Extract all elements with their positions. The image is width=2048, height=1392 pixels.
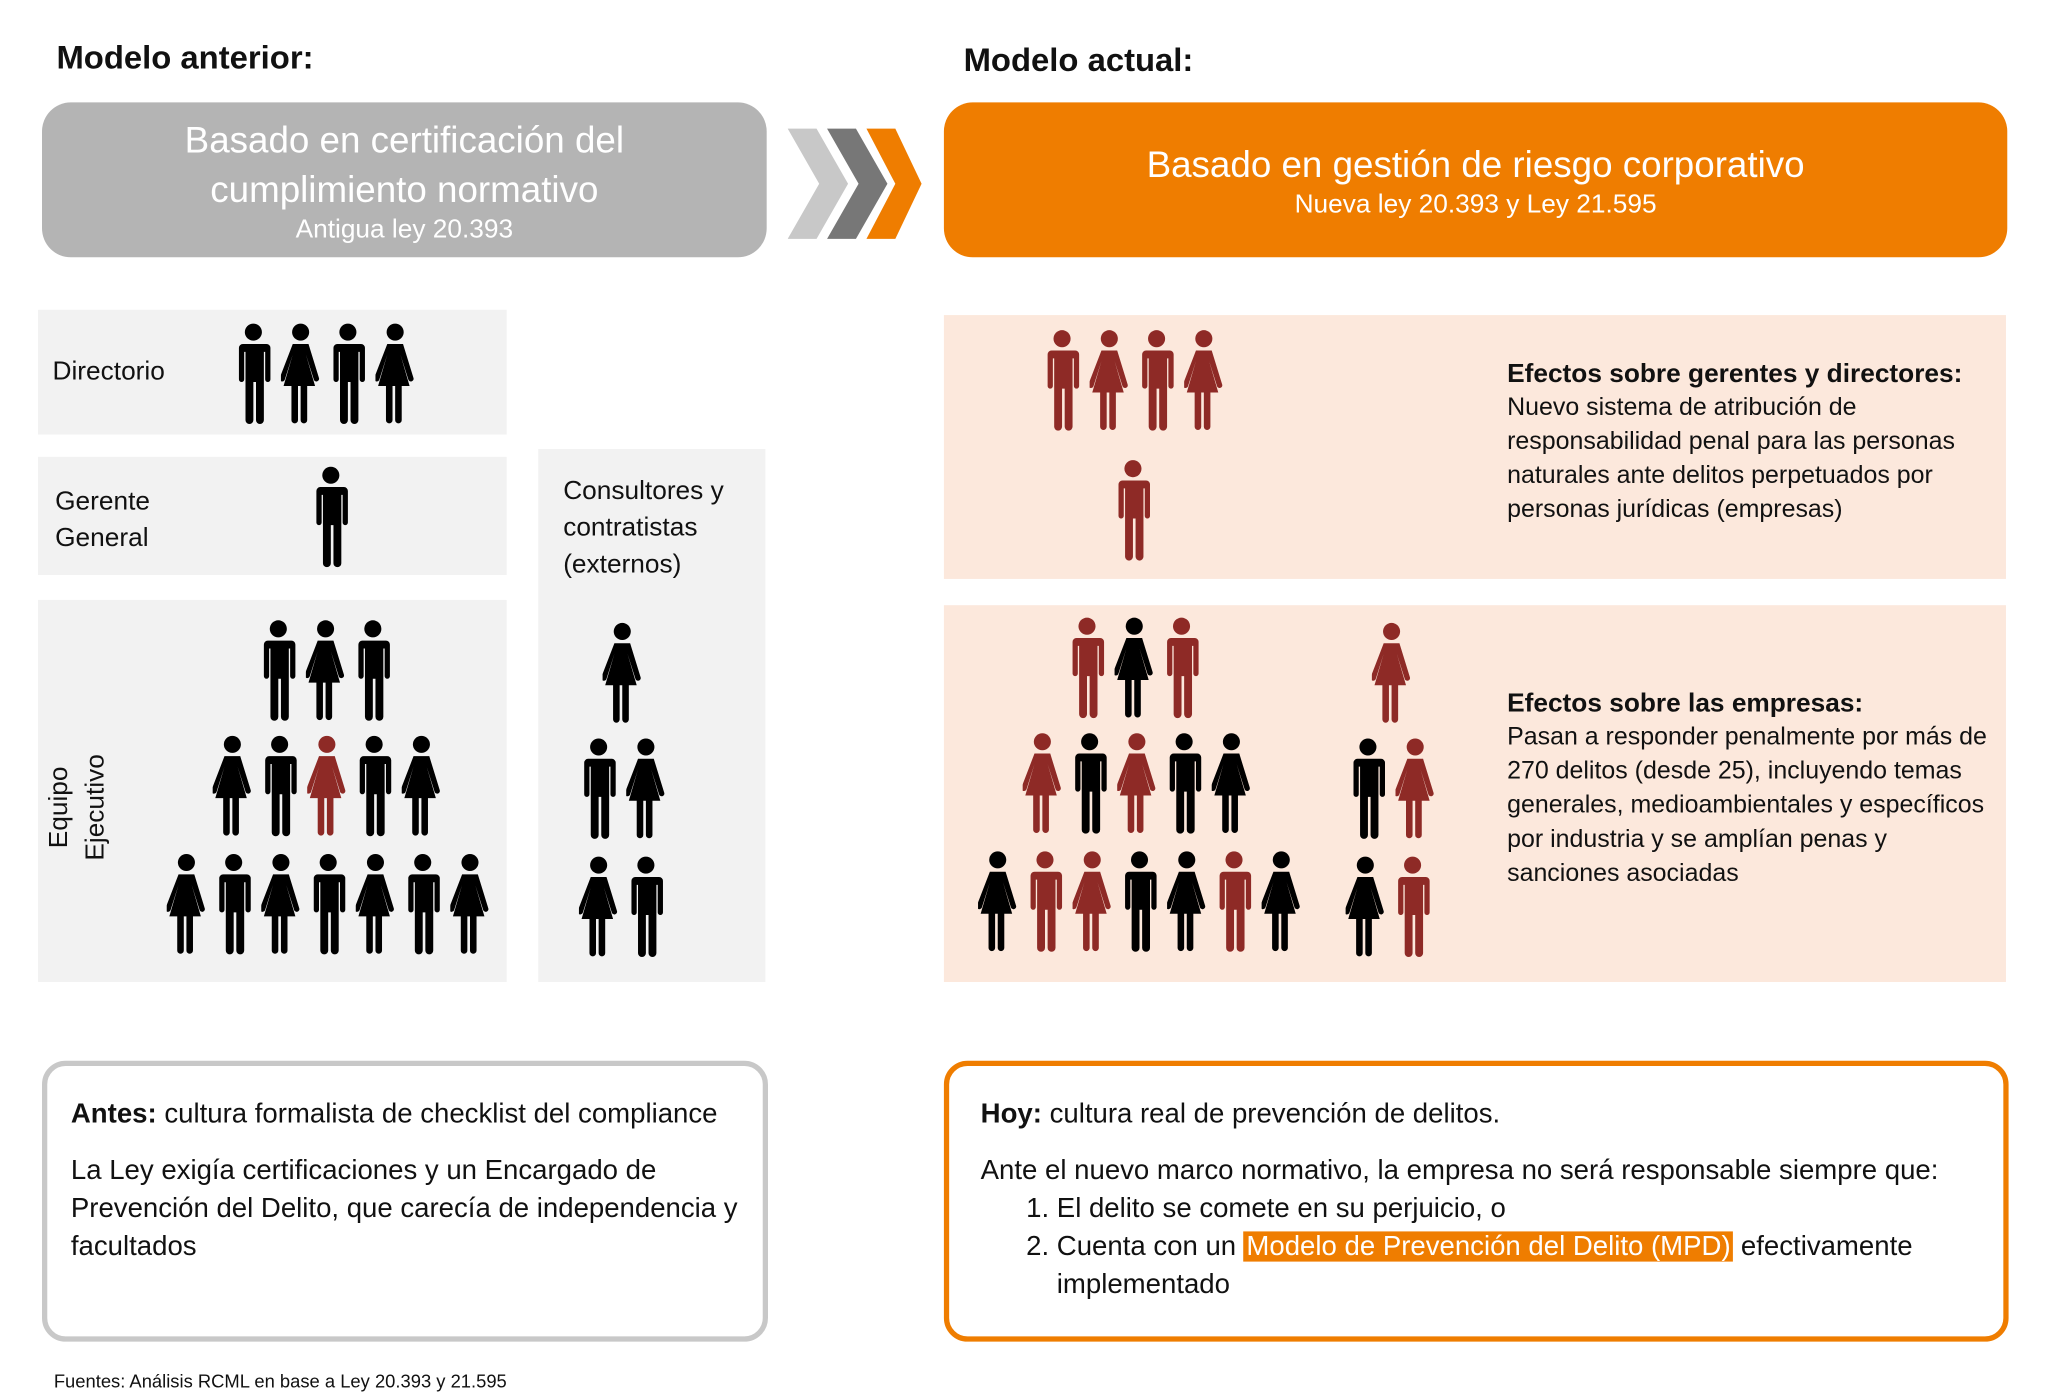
woman-icon bbox=[281, 323, 320, 425]
condition-item-1: 1. El delito se comete en su perjuicio, o bbox=[1057, 1189, 1980, 1227]
new-model-subtitle: Nueva ley 20.393 y Ley 21.595 bbox=[1294, 189, 1657, 219]
directorio-label: Directorio bbox=[52, 357, 165, 386]
woman-icon bbox=[213, 735, 252, 837]
gerente-label: Gerente General bbox=[55, 487, 151, 553]
man-icon bbox=[353, 620, 392, 722]
woman-icon bbox=[1117, 733, 1156, 835]
woman-icon bbox=[1346, 856, 1385, 958]
today-lead: Hoy: bbox=[980, 1098, 1042, 1130]
effects-managers-body: Nuevo sistema de atribución de responsabilidad penal para las personas naturales ante delitos perpetuados por personas jurídicas (empresas) bbox=[1507, 393, 1956, 524]
woman-icon bbox=[1396, 738, 1435, 840]
condition-item-2-post: efectivamente implementado bbox=[1056, 1231, 1913, 1300]
man-icon bbox=[1120, 851, 1159, 953]
woman-icon bbox=[1073, 851, 1112, 953]
man-icon bbox=[1067, 617, 1106, 719]
man-icon bbox=[309, 853, 348, 955]
woman-icon bbox=[1115, 617, 1154, 719]
effects-companies-body: Pasan a responder penalmente por más de 270 delitos (desde 25), incluyendo temas generales, medioambientales y específicos por industria y se amplían penas y sanciones asociadas bbox=[1507, 723, 1987, 888]
chevron-arrows-icon bbox=[788, 126, 925, 242]
before-body: La Ley exigía certificaciones y un Encargado de Prevención del Delito, que carecía de independencia y facultados bbox=[70, 1155, 738, 1262]
man-icon bbox=[579, 738, 618, 840]
man-icon bbox=[1113, 459, 1152, 561]
today-box bbox=[944, 1061, 2009, 1342]
man-icon bbox=[234, 323, 273, 425]
woman-icon bbox=[375, 323, 414, 425]
today-lead-text: cultura real de prevención de delitos. bbox=[1041, 1098, 1501, 1130]
man-icon bbox=[403, 853, 442, 955]
woman-icon bbox=[1023, 733, 1062, 835]
man-icon bbox=[328, 323, 367, 425]
new-model-title: Basado en gestión de riesgo corporativo bbox=[1146, 143, 1805, 185]
man-icon bbox=[1070, 733, 1109, 835]
mpd-highlight: Modelo de Prevención del Delito (MPD) bbox=[1244, 1231, 1733, 1261]
woman-icon bbox=[1167, 851, 1206, 953]
before-box bbox=[42, 1061, 768, 1342]
man-icon bbox=[259, 620, 298, 722]
today-intro: Ante el nuevo marco normativo, la empresa no será responsable siempre que: bbox=[980, 1155, 1939, 1186]
man-icon bbox=[1348, 738, 1387, 840]
woman-icon bbox=[1090, 330, 1129, 432]
woman-icon bbox=[1184, 330, 1223, 432]
new-model-banner bbox=[944, 102, 2007, 257]
man-icon bbox=[1164, 733, 1203, 835]
woman-icon bbox=[978, 851, 1017, 953]
man-icon bbox=[1214, 851, 1253, 953]
left-heading: Modelo anterior: bbox=[56, 39, 314, 77]
before-lead-text: cultura formalista de checklist del compliance bbox=[156, 1098, 718, 1130]
condition-item-2-pre: Cuenta con un bbox=[1056, 1231, 1244, 1262]
woman-icon bbox=[307, 735, 346, 837]
consultores-label: Consultores y contratistas (externos) bbox=[563, 476, 724, 579]
sources-footnote: Fuentes: Análisis RCML en base a Ley 20.393 y 21.595 bbox=[53, 1370, 507, 1392]
woman-icon bbox=[306, 620, 345, 722]
old-model-subtitle: Antigua ley 20.393 bbox=[295, 214, 514, 244]
man-icon bbox=[311, 466, 350, 568]
woman-icon bbox=[626, 738, 665, 840]
before-lead: Antes: bbox=[70, 1098, 157, 1130]
equipo-label: Equipo Ejecutivo bbox=[44, 754, 111, 861]
condition-item-2 bbox=[1057, 1227, 1980, 1303]
woman-icon bbox=[402, 735, 441, 837]
woman-icon bbox=[356, 853, 395, 955]
woman-icon bbox=[167, 853, 206, 955]
woman-icon bbox=[1372, 622, 1411, 724]
woman-icon bbox=[261, 853, 300, 955]
old-model-title: Basado en certificación del cumplimiento normativo bbox=[184, 118, 625, 210]
man-icon bbox=[1393, 856, 1432, 958]
man-icon bbox=[1042, 330, 1081, 432]
woman-icon bbox=[603, 622, 642, 724]
man-icon bbox=[214, 853, 253, 955]
man-icon bbox=[626, 856, 665, 958]
man-icon bbox=[1025, 851, 1064, 953]
man-icon bbox=[1162, 617, 1201, 719]
old-model-banner bbox=[42, 102, 767, 257]
effects-companies-title: Efectos sobre las empresas: bbox=[1507, 689, 1864, 719]
woman-icon bbox=[579, 856, 618, 958]
woman-icon bbox=[1262, 851, 1301, 953]
man-icon bbox=[260, 735, 299, 837]
effects-managers-title: Efectos sobre gerentes y directores: bbox=[1507, 359, 1963, 389]
woman-icon bbox=[1212, 733, 1251, 835]
right-heading: Modelo actual: bbox=[963, 42, 1194, 79]
man-icon bbox=[354, 735, 393, 837]
woman-icon bbox=[450, 853, 489, 955]
gerente-panel bbox=[38, 457, 507, 575]
man-icon bbox=[1137, 330, 1176, 432]
